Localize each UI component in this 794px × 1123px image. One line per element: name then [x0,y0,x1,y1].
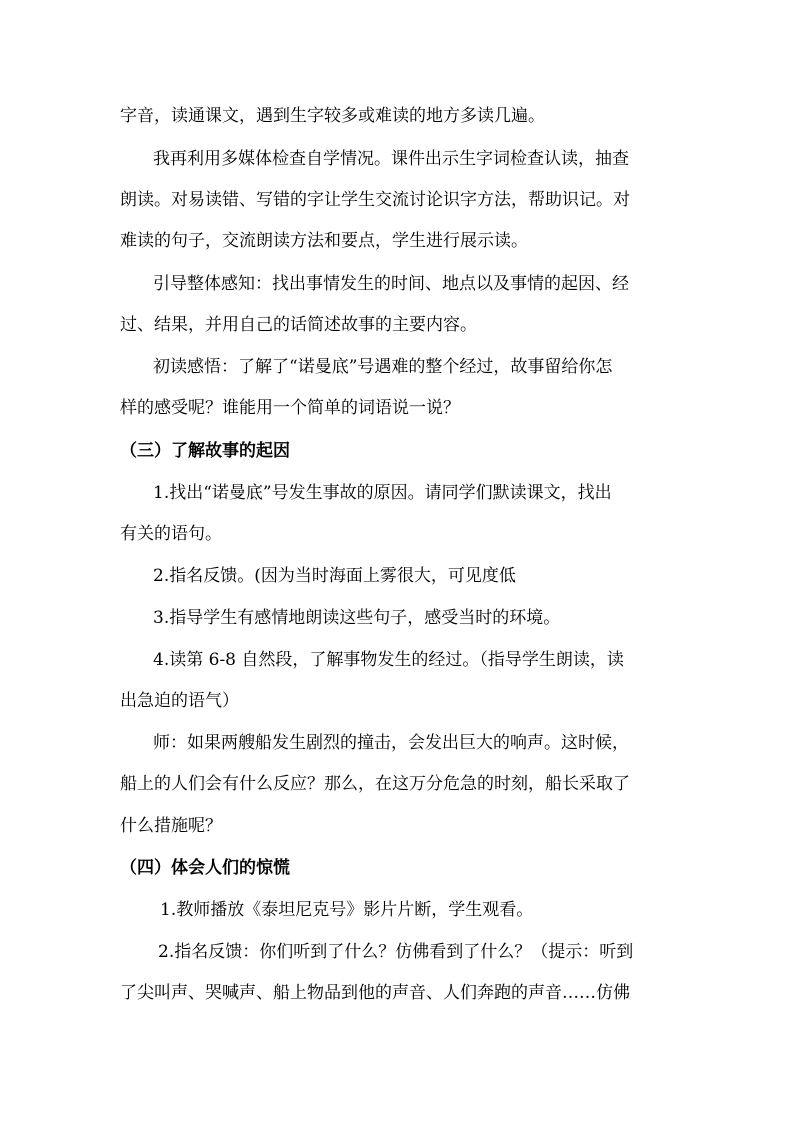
paragraph-8-line-1: 4.读第 6-8 自然段，了解事物发生的经过。（指导学生朗读，读 [153,650,624,670]
paragraph-6-line-1: 2.指名反馈。(因为当时海面上雾很大，可见度低 [153,566,516,586]
paragraph-1-line-1: 字音，读通课文，遇到生字较多或难读的地方多读几遍。 [120,106,545,126]
section-heading-3: （三）了解故事的起因 [120,441,290,461]
paragraph-7-line-1: 3.指导学生有感情地朗读这些句子，感受当时的环境。 [153,608,561,628]
paragraph-4-line-2: 样的感受呢？谁能用一个简单的词语说一说？ [120,398,460,418]
section-heading-4: （四）体会人们的惊慌 [120,858,290,878]
paragraph-8-line-2: 出急迫的语气） [120,691,239,711]
paragraph-5-line-2: 有关的语句。 [120,524,222,544]
paragraph-10-line-1: 1.教师播放《泰坦尼克号》影片片断，学生观看。 [160,900,534,920]
paragraph-11-line-2: 了尖叫声、哭喊声、船上物品到他的声音、人们奔跑的声音……仿佛 [120,983,630,1003]
paragraph-9-line-3: 什么措施呢？ [120,816,222,836]
paragraph-3-line-2: 过、结果，并用自己的话简述故事的主要内容。 [120,315,477,335]
paragraph-5-line-1: 1.找出“诺曼底”号发生事故的原因。请同学们默读课文，找出 [153,483,612,503]
paragraph-2-line-1: 我再利用多媒体检查自学情况。课件出示生字词检查认读，抽查 [153,149,629,169]
paragraph-11-line-1: 2.指名反馈：你们听到了什么？仿佛看到了什么？（提示：听到 [158,942,634,962]
paragraph-9-line-1: 师：如果两艘船发生剧烈的撞击，会发出巨大的响声。这时候， [153,733,629,753]
paragraph-3-line-1: 引导整体感知：找出事情发生的时间、地点以及事情的起因、经 [153,274,629,294]
paragraph-4-line-1: 初读感悟：了解了“诺曼底”号遇难的整个经过，故事留给你怎 [153,357,613,377]
paragraph-2-line-2: 朗读。对易读错、写错的字让学生交流讨论识字方法，帮助识记。对 [120,190,630,210]
paragraph-2-line-3: 难读的句子，交流朗读方法和要点，学生进行展示读。 [120,231,528,251]
paragraph-9-line-2: 船上的人们会有什么反应？那么，在这万分危急的时刻，船长采取了 [120,774,630,794]
